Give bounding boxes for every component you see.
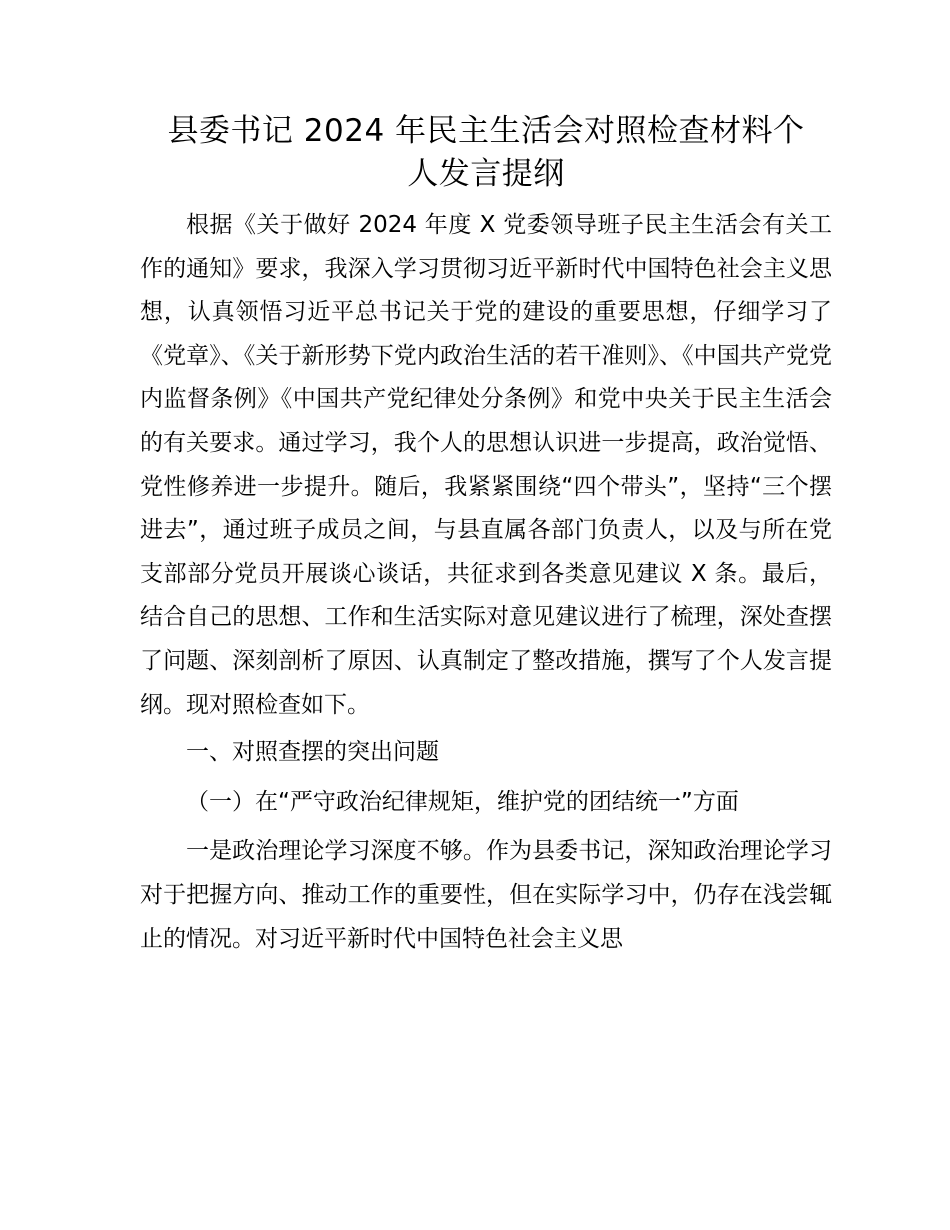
document-body bbox=[140, 204, 832, 961]
intro-paragraph: 根据《关于做好 2024 年度 X 党委领导班子民主生活会有关工作的通知》要求，我深入学习贯彻习近平新时代中国特色社会主义思想，认真领悟习近平总书记关于党的建设的重要思想，仔细学习了《党章》、《关于新形势下党内政治生活的若干准则》、《中国共产党党内监督条例》《中国共产党纪律处分条例》和党中央关于民主生活会的有关要求。通过学习，我个人的思想认识进一步提高，政治觉悟、党性修养进一步提升。随后，我紧紧围绕“四个带头”，坚持“三个摆进去”，通过班子成员之间，与县直属各部门负责人，以及与所在党支部部分党员开展谈心谈话，共征求到各类意见建议 X 条。最后，结合自己的思想、工作和生活实际对意见建议进行了梳理，深处查摆了问题、深刻剖析了原因、认真制定了整改措施，撰写了个人发言提纲。现对照检查如下。 bbox=[140, 212, 832, 718]
title-line-2: 人发言提纲 bbox=[407, 156, 565, 192]
document-title bbox=[140, 110, 832, 196]
point-paragraph: 一是政治理论学习深度不够。作为县委书记，深知政治理论学习对于把握方向、推动工作的重要性，但在实际学习中，仍存在浅尝辄止的情况。对习近平新时代中国特色社会主义思 bbox=[140, 838, 832, 952]
title-line-1: 县委书记 2024 年民主生活会对照检查材料个 bbox=[167, 113, 805, 149]
section-heading: 一、对照查摆的突出问题 bbox=[186, 739, 439, 766]
document-page bbox=[140, 110, 832, 961]
subsection-heading: （一）在“严守政治纪律规矩，维护党的团结统一”方面 bbox=[186, 788, 739, 815]
